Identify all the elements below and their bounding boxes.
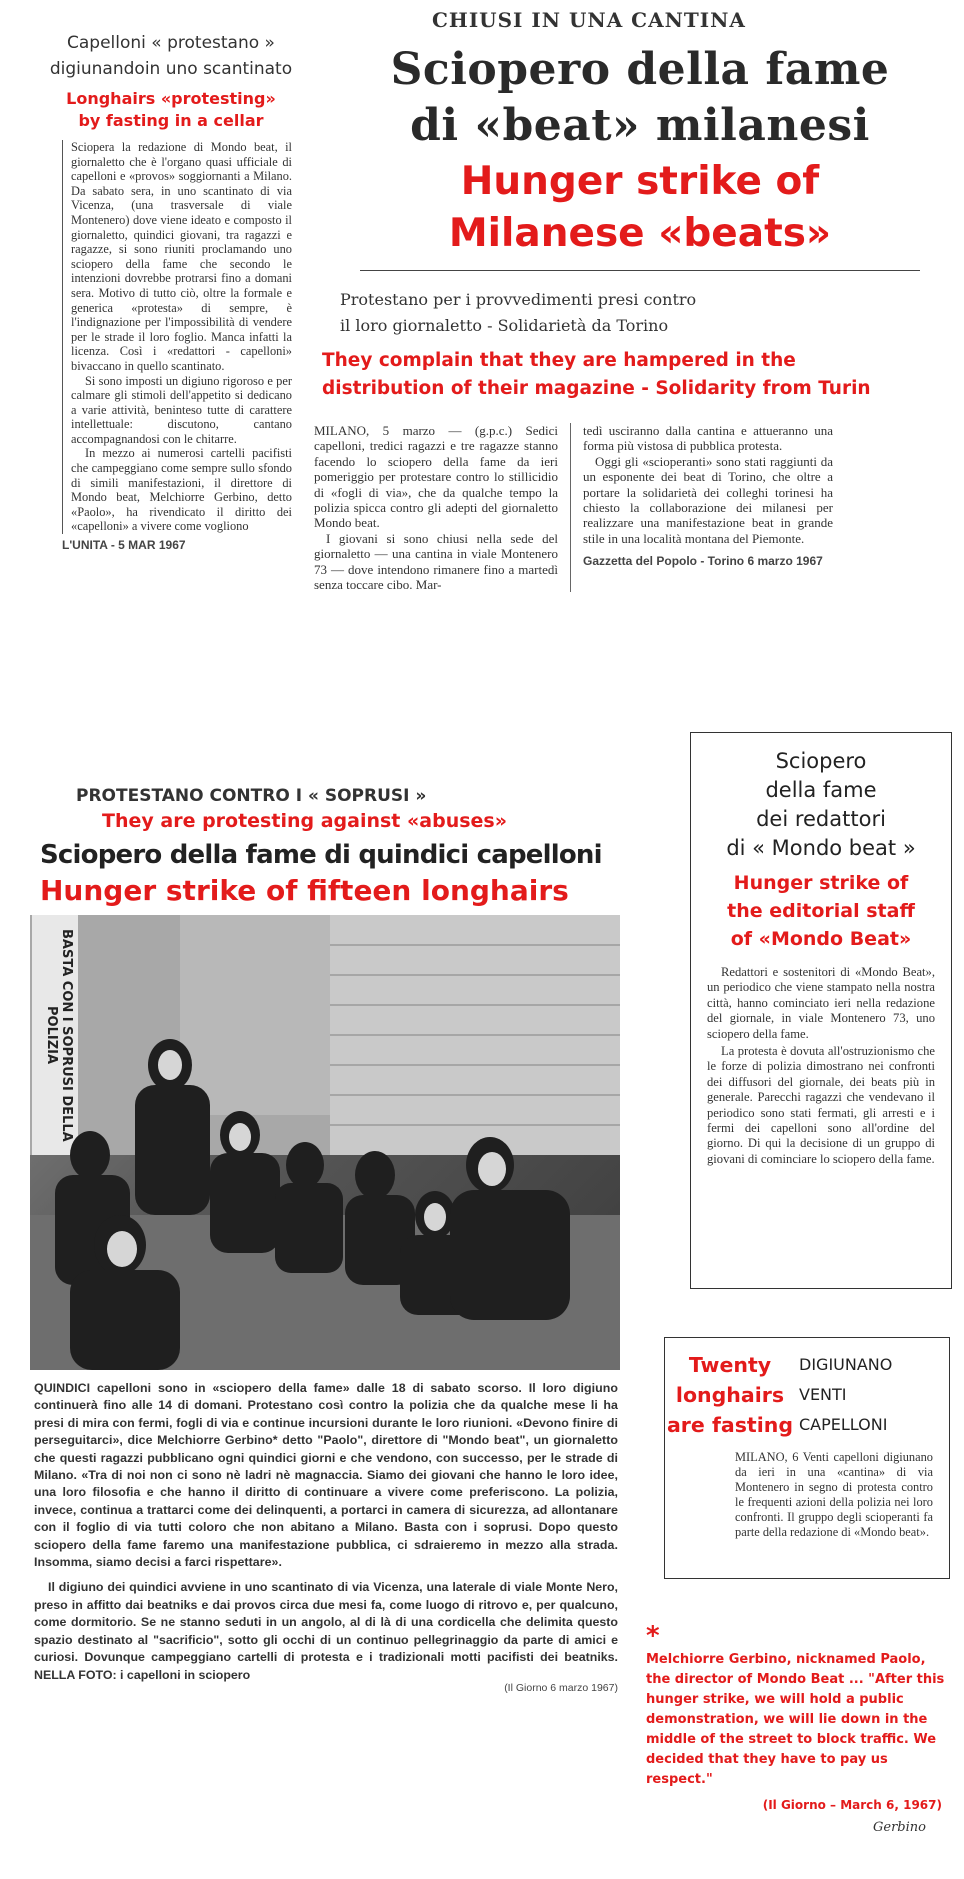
clip3-photo xyxy=(30,915,620,1370)
clip1-body xyxy=(62,140,292,534)
clip1-paragraph: In mezzo ai numerosi cartelli pacifisti che campeggiano come sempre sullo sfondo di simili manifestazioni, il direttore di Mondo beat, Melchiorre Gerbino, detto «Paolo», ha rivendicato il diritto dei «capelloni» a vivere come vogliono xyxy=(71,446,292,534)
clip2-paragraph: tedì usciranno dalla cantina e attueranno una forma più vistosa di pubblica protesta. xyxy=(583,423,833,454)
clip2-columns xyxy=(314,423,940,592)
signature: Gerbino xyxy=(873,1820,926,1835)
clip2-kicker: CHIUSI IN UNA CANTINA xyxy=(432,8,746,32)
clip3-source: (Il Giorno 6 marzo 1967) xyxy=(504,1681,618,1694)
footnote xyxy=(646,1621,950,1876)
footnote-source: (Il Giorno – March 6, 1967) xyxy=(762,1798,942,1812)
clip1-source: L'UNITA - 5 MAR 1967 xyxy=(62,538,186,553)
clip2-paragraph: Oggi gli «scioperanti» sono stati raggiunti da un esponente dei beat di Torino, che oltre a portare la solidarietà dei colleghi torinesi ha chiesto la collaborazione dei milanesi per realizzare una manifestazione beat in grande stile in una località montana del Piemonte. xyxy=(583,453,833,546)
clip4-headline: Sciopero della fame dei redattori di « Mondo beat » xyxy=(726,749,916,860)
clip3-kicker: PROTESTANO CONTRO I « SOPRUSI » xyxy=(76,786,427,806)
clip2-col2 xyxy=(583,423,833,592)
clip1-translation: Longhairs «protesting» by fasting in a cellar xyxy=(66,89,276,130)
clip4-translation: Hunger strike of the editorial staff of «Mondo Beat» xyxy=(727,872,915,950)
clip3-paragraph: Il digiuno dei quindici avviene in uno scantinato di via Vicenza, una laterale di viale Monte Nero, preso in affitto dai beatniks e dai provos circa due mesi fa, come luogo di ritrovo e, per qualcuno, come dormitorio. Se ne stanno seduti in un angolo, al di là di una cordicella che delimita questo spazio destinato al "sacrificio", sotto gli occhi di un continuo pellegrinaggio da parte di amici e curiosi. Dovunque campeggiano cartelli di protesta e i tradizionali motti pacifisti dei beatniks. NELLA FOTO: i capelloni in sciopero xyxy=(34,1580,618,1682)
clip4-body xyxy=(707,965,935,1167)
clip2-source: Gazzetta del Popolo - Torino 6 marzo 1967 xyxy=(583,554,823,569)
clip4-paragraph: La protesta è dovuta all'ostruzionismo che le forze di polizia dimostrano nei confronti dei diffusori del giornale, dei beats più in generale. Parecchi ragazzi che vendevano il periodico sono stati fermati, gli arresti e i fermi dei capelloni sono all'ordine del giorno. Di qui la decisione di un gruppo di giovani di cominciare lo sciopero della fame. xyxy=(707,1044,935,1166)
footnote-asterisk: * xyxy=(646,1621,660,1651)
clip3-translation: Hunger strike of fifteen longhairs xyxy=(40,874,569,907)
clip-gazzetta xyxy=(314,0,940,720)
clip2-paragraph: I giovani si sono chiusi nella sede del giornaletto — una cantina in viale Montenero 73 — dove intendono rimanere fino a martedì senza toccare cibo. Mar- xyxy=(314,530,558,593)
clip1-paragraph: Si sono imposti un digiuno rigoroso e per calmare gli stimoli dell'appetito si dedicano a varie attività, beninteso tutte di carattere intellettuale: discutono, cantano accompagnandosi con le chitarre. xyxy=(71,373,292,446)
clip2-sub-translation: They complain that they are hampered in the distribution of their magazine - Solidarity from Turin xyxy=(322,350,871,399)
clip4-paragraph: Redattori e sostenitori di «Mondo Beat», un periodico che viene stampato nella nostra città, hanno cominciato ieri nella redazione del giornale, in viale Montenero 73, uno sciopero della fame. xyxy=(707,965,935,1041)
clip2-translation: Hunger strike of Milanese «beats» xyxy=(448,159,832,256)
clip3-paragraph: QUINDICI capelloni sono in «sciopero della fame» dalle 18 di sabato scorso. Il loro digiuno continuerà fino alle 14 di domani. Protestano così contro la polizia che da qualche mese li ha presi di mira con fermi, fogli di via e continue incursioni durante le loro riunioni. «Devono finire di perseguitarci», dice Melchiorre Gerbino* detto "Paolo", direttore di "Mondo beat", un giornaletto che questi ragazzi pubblicano ogni quindici giorni e che vendono, con successo, per le strade di Milano. «Tra di noi non ci sono nè ladri nè magnaccia. Siamo dei giovani che hanno le loro idee, una loro filosofia e che hanno il diritto di continuare a vivere come preferiscono. La polizia, invece, continua a trattarci come dei delinquenti, a portarci in camera di sicurezza, ad allontanare con il foglio di via tutti coloro che non abitano a Milano. Basta con i soprusi. Dopo questo sciopero della fame faremo una manifestazione pubblica, ci sdraieremo in mezzo alla strada. Insomma, siamo decisi a farci rispettare». xyxy=(34,1381,618,1570)
clip-mondo-beat-staff xyxy=(690,732,952,1289)
clip3-headline: Sciopero della fame di quindici capelloni xyxy=(40,840,602,870)
clip3-body xyxy=(34,1380,618,1694)
clip5-body: MILANO, 6 Venti capelloni digiunano da ieri in una «cantina» di via Montenero in segno di protesta contro le frequenti azioni della polizia nei loro confronti. Il gruppo degli scioperanti fa parte della redazione di «Mondo beat». xyxy=(735,1450,933,1539)
clip2-paragraph: MILANO, 5 marzo — (g.p.c.) Sedici capelloni, tredici ragazzi e tre ragazze stanno facendo lo sciopero della fame da ieri pomeriggio per protestare contro lo stillicidio di «fogli di via», che da qualche tempo la polizia spicca contro gli adepti del giornaletto Mondo beat. xyxy=(314,423,558,531)
clip-venti-capelloni xyxy=(664,1337,950,1579)
clip2-col1 xyxy=(314,423,558,592)
clip2-subhead: Protestano per i provvedimenti presi contro il loro giornaletto - Solidarietà da Torino xyxy=(340,290,697,335)
photo-scene xyxy=(30,915,620,1370)
clip2-headline: Sciopero della fame di «beat» milanesi xyxy=(390,44,890,151)
clip3-kicker-translation: They are protesting against «abuses» xyxy=(102,810,507,832)
clip1-paragraph: Sciopera la redazione di Mondo beat, il giornaletto che è l'organo quasi ufficiale di capelloni e «provos» soggiornanti a Milano. Da sabato sera, in uno scantinato di via Vicenza, (una trasversale di viale Montenero) dove viene ideato e composto il giornaletto, quindici giovani, tra ragazzi e ragazze, si sono riuniti proclamando uno sciopero della fame che secondo le intenzioni dovrebbe protrarsi fino a domani sera. Motivo di tutto ciò, oltre la formale e generica «protesta» di sempre, è l'indignazione per l'impossibilità di vendere per le strade il loro foglio. Manca infatti la licenza. Così i «redattori - capelloni» bivaccano in quello scantinato. xyxy=(71,140,292,373)
footnote-text: Melchiorre Gerbino, nicknamed Paolo, the director of Mondo Beat ... "After this hunger strike, we will hold a public demonstration, we will lie down in the middle of the street to block traffic. We decided that they have to pay us respect." xyxy=(646,1652,945,1787)
clip-il-giorno xyxy=(20,776,632,1872)
photo-protest-sign: BASTA CON I SOPRUSI DELLA POLIZIA xyxy=(44,929,74,1142)
clip-unita xyxy=(36,20,306,780)
clip5-headline: DIGIUNANO VENTI CAPELLONI xyxy=(799,1355,893,1434)
clip1-heading: Capelloni « protestano » digiunandoin uno scantinato xyxy=(49,33,293,79)
clip5-translation: Twenty longhairs are fasting xyxy=(666,1353,794,1437)
clip5-heading-row xyxy=(665,1350,949,1440)
